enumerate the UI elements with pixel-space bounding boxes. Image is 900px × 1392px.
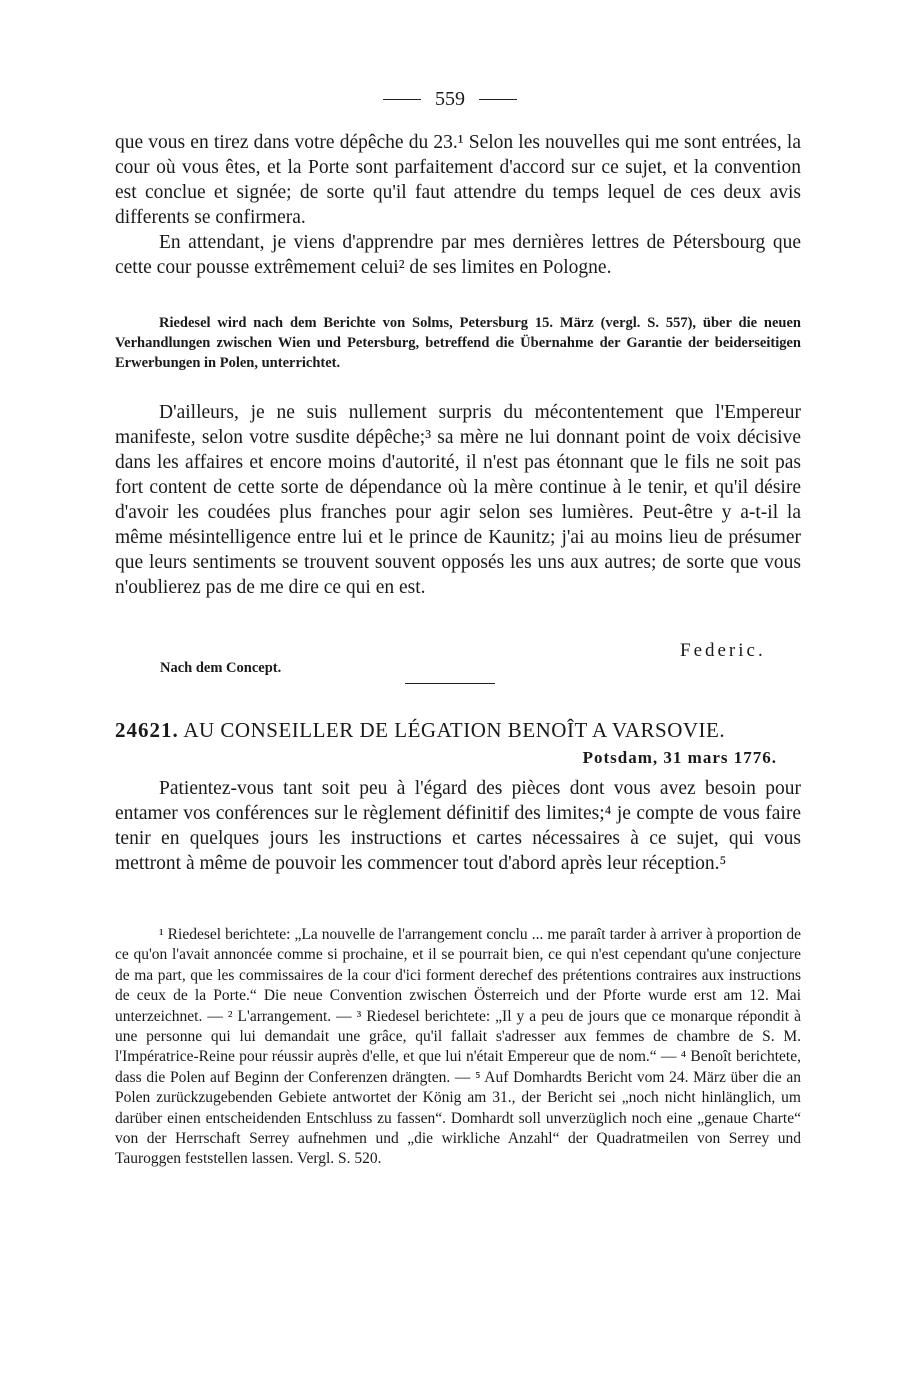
editor-note-text: Riedesel wird nach dem Berichte von Solms, Petersburg 15. März (vergl. S. 557), über die neuen Verhandlungen zwischen Wien und Petersburg, betreffend die Übernahme der Garantie der beiderseitigen Erwerbungen in Polen, unterrichtet. bbox=[115, 315, 801, 371]
letter-continuation bbox=[115, 130, 801, 280]
editor-note bbox=[115, 313, 801, 373]
header-dash-right bbox=[479, 99, 517, 100]
letter-heading bbox=[115, 718, 801, 743]
paragraph-3: D'ailleurs, je ne suis nullement surpris du mécontentement que l'Empereur manifeste, selon votre susdite dépêche;³ sa mère ne lui donnant point de voix décisive dans les affaires et encore moins d'autorité, il n'est pas étonnant que le fils ne soit pas fort content de cette sorte de dépendance où la mère continue à le tenir, et qu'il désire d'avoir les coudées plus franches pour agir selon ses lumières. Peut-être y a-t-il la même mésintelligence entre lui et le prince de Kaunitz; j'ai au moins lieu de présumer que leurs sentiments se trouvent souvent opposés les uns aux autres; de sorte que vous n'oublierez pas de me dire ce qui en est. bbox=[115, 402, 801, 598]
section-divider bbox=[405, 683, 495, 684]
header-dash-left bbox=[383, 99, 421, 100]
page-header bbox=[0, 88, 900, 111]
paragraph-1: que vous en tirez dans votre dépêche du 23.¹ Selon les nouvelles qui me sont entrées, la cour où vous êtes, et la Porte sont parfaitement d'accord sur ce sujet, et la convention est conclue et signée; de sorte qu'il faut attendre du temps lequel de ces deux avis differents se confirmera. bbox=[115, 132, 801, 228]
letter-body-continued bbox=[115, 400, 801, 600]
signature: Federic. bbox=[680, 640, 766, 661]
page-number: 559 bbox=[435, 88, 465, 110]
dateline: Potsdam, 31 mars 1776. bbox=[582, 748, 777, 767]
footnotes-text: ¹ Riedesel berichtete: „La nouvelle de l'arrangement conclu ... me paraît tarder à arriver à proportion de ce qu'on l'avait annoncée comme si prochaine, et il se pourrait bien, ce qui n'est cependant qu'une conjecture de ma part, que les commissaires de la cour d'ici forment derechef des prétentions contraires aux instructions de ceux de la Porte.“ Die neue Convention zwischen Österreich und der Pforte wurde erst am 12. Mai unterzeichnet. — ² L'arrangement. — ³ Riedesel berichtete: „Il y a peu de jours que ce monarque répondit à une personne qui lui demandait une grâce, qu'il fallait s'adresser aux femmes de chambre de S. M. l'Impératrice-Reine pour réussir auprès d'elle, et que lui n'était Empereur que de nom.“ — ⁴ Benoît berichtete, dass die Polen auf Beginn der Conferenzen drängten. — ⁵ Auf Domhardts Bericht vom 24. März über die an Polen zurückzugebenden Gebiete antwortet der König am 31., der Bericht sei „noch nicht hinlänglich, um darüber einen entscheidenden Entschluss zu fassen“. Domhardt soll unverzüglich noch eine „genaue Charte“ von der Herrschaft Serrey aufnehmen und „die wirkliche Anzahl“ der Quadratmeilen von Serrey und Tauroggen feststellen lassen. Vergl. S. 520. bbox=[115, 926, 801, 1168]
letter-body bbox=[115, 776, 801, 876]
paragraph-2: En attendant, je viens d'apprendre par mes dernières lettres de Pétersbourg que cette cour pousse extrêmement celui² de ses limites en Pologne. bbox=[115, 232, 801, 278]
letter-number: 24621. bbox=[115, 718, 179, 742]
source-note: Nach dem Concept. bbox=[160, 660, 282, 676]
footnotes bbox=[115, 925, 801, 1170]
paragraph-4: Patientez-vous tant soit peu à l'égard des pièces dont vous avez besoin pour entamer vos conférences sur le règlement définitif des limites;⁴ je compte de vous faire tenir en quelques jours les instructions et cartes nécessaires à ce sujet, qui vous mettront à même de pouvoir les commencer tout d'abord après leur réception.⁵ bbox=[115, 778, 801, 874]
letter-title: AU CONSEILLER DE LÉGATION BENOÎT A VARSOVIE. bbox=[183, 718, 726, 742]
